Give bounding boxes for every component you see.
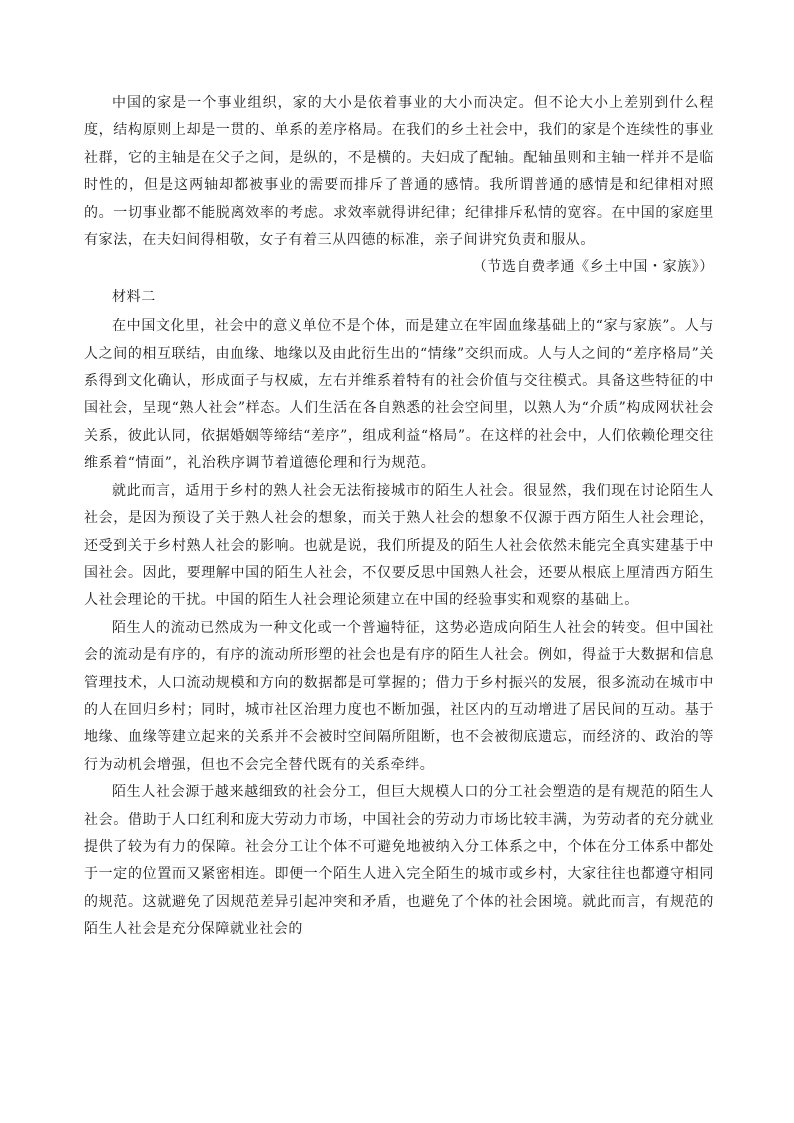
source-citation: （节选自费孝通《乡土中国・家族》） — [472, 259, 714, 276]
material-two-paragraph-3: 陌生人的流动已然成为一种文化或一个普遍特征，这势必造成向陌生人社会的转变。但中国社会的流动是有序的，有序的流动所形塑的社会也是有序的陌生人社会。例如，得益于大数据和信息管理技术，人口流动规模和方向的数据都是可掌握的；借力于乡村振兴的发展，很多流动在城市中的人在回归乡村；同时，城市社区治理力度也不断加强，社区内的互动增进了居民间的互动。基于地缘、血缘等建立起来的关系并不会被时空间隔所阻断，也不会被彻底遗忘，而经济的、政治的等行为动机会增强，但也不会完全替代既有的关系牵绊。 — [84, 619, 714, 773]
material-one-paragraph: 中国的家是一个事业组织，家的大小是依着事业的大小而决定。但不论大小上差别到什么程度，结构原则上却是一贯的、单系的差序格局。在我们的乡土社会中，我们的家是个连续性的事业社群，它的主轴是在父子之间，是纵的，不是横的。夫妇成了配轴。配轴虽则和主轴一样并不是临时性的，但是这两轴却都被事业的需要而排斥了普通的感情。我所谓普通的感情是和纪律相对照的。一切事业都不能脱离效率的考虑。求效率就得讲纪律；纪律排斥私情的宽容。在中国的家庭里有家法，在夫妇间得相敬，女子有着三从四德的标准，亲子间讲究负责和服从。 — [84, 95, 714, 249]
material-two-heading: 材料二 — [112, 288, 156, 305]
material-two-paragraph-1: 在中国文化里，社会中的意义单位不是个体，而是建立在牢固血缘基础上的“家与家族”。人与人之间的相互联结，由血缘、地缘以及由此衍生出的“情缘”交织而成。人与人之间的“差序格局”关系得到文化确认，形成面子与权威，左右并维系着特有的社会价值与交往模式。具备这些特征的中国社会，呈现“熟人社会”样态。人们生活在各自熟悉的社会空间里，以熟人为“介质”构成网状社会关系，彼此认同，依据婚姻等缔结“差序”，组成利益“格局”。在这样的社会中，人们依赖伦理交往维系着“情面”，礼治秩序调节着道德伦理和行为规范。 — [84, 318, 714, 472]
material-two-paragraph-4: 陌生人社会源于越来越细致的社会分工，但巨大规模人口的分工社会塑造的是有规范的陌生人社会。借助于人口红利和庞大劳动力市场，中国社会的劳动力市场比较丰满，为劳动者的充分就业提供了较为有力的保障。社会分工让个体不可避免地被纳入分工体系之中，个体在分工体系中都处于一定的位置而又紧密相连。即便一个陌生人进入完全陌生的城市或乡村，大家往往也都遵守相同的规范。这就避免了因规范差异引起冲突和矛盾，也避免了个体的社会困境。就此而言，有规范的陌生人社会是充分保障就业社会的 — [84, 784, 714, 938]
material-two-paragraph-2: 就此而言，适用于乡村的熟人社会无法衔接城市的陌生人社会。很显然，我们现在讨论陌生人社会，是因为预设了关于熟人社会的想象，而关于熟人社会的想象不仅源于西方陌生人社会理论，还受到关于乡村熟人社会的影响。也就是说，我们所提及的陌生人社会依然未能完全真实建基于中国社会。因此，要理解中国的陌生人社会，不仅要反思中国熟人社会，还要从根底上厘清西方陌生人社会理论的干扰。中国的陌生人社会理论须建立在中国的经验事实和观察的基础上。 — [84, 482, 714, 609]
